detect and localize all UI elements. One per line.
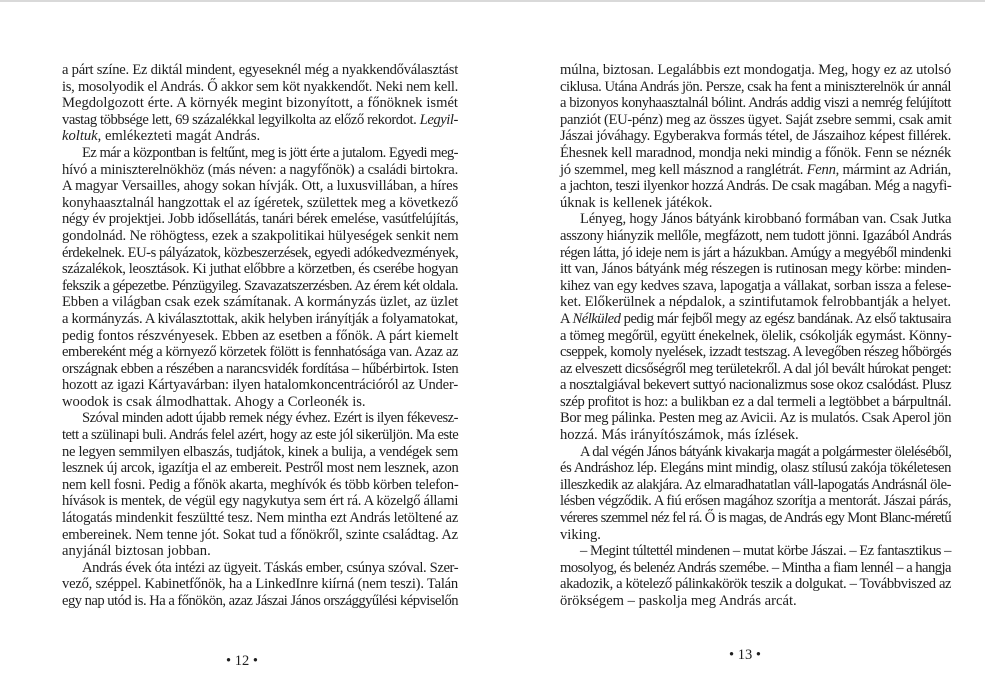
line-text: asszony hiányzik mellőle, megfázott, nem tudott jönni. Igazából András [560, 227, 952, 244]
line-text: lesznek új arcok, igazítja el az embereit. Pestről most nem lesznek, azon [62, 460, 459, 477]
line-text: viking. [560, 526, 601, 543]
text-line [560, 510, 951, 527]
line-text: itt van, János bátyánk még részegen is rutinosan megy körbe: minden- [560, 261, 951, 278]
line-text: A magyar Versailles, ahogy sokan hívják. Ott, a luxusvillában, a híres [62, 178, 458, 195]
line-text: konyhaasztalnál hangzottak el az ígéretek, születtek meg a következő [62, 194, 458, 211]
line-text: hívások is mentek, de végül egy nagykutya sem ért rá. A közelgő állami [62, 493, 459, 510]
line-text: a kormányzás. A kiválasztottak, akik helyben irányítják a folyamatokat, [62, 310, 458, 327]
line-text: illeszkedik az alakjára. Az elmaradhatatlan váll-lapogatás Andrásnál öle- [560, 476, 951, 493]
text-line [560, 195, 951, 212]
text-line [560, 79, 951, 96]
text-line [560, 593, 951, 610]
text-line [62, 112, 458, 129]
text-line [62, 79, 458, 96]
line-text: András évek óta intézi az ügyeit. Táskás ember, csúnya szóval. Szer- [82, 559, 459, 576]
line-text: hozzá. Más irányítószámok, más ízlések. [560, 427, 799, 444]
line-text: ket. Előkerülnek a népdalok, a szintifutamok felrobbantják a helyet. [560, 294, 951, 311]
line-text: Bor meg pálinka. Pesten meg az Avicii. Az is mulatós. Csak Aperol jön [560, 410, 952, 427]
text-line [62, 62, 458, 79]
text-line [560, 311, 951, 328]
text-line [62, 344, 458, 361]
text-line [62, 477, 458, 494]
line-text: mosolyog, és belenéz András szemébe. – Mintha a fiam lennél – a hangja [560, 559, 951, 576]
text-line [560, 294, 951, 311]
text-line [62, 394, 458, 411]
line-text: cseppek, komoly nyelések, izzadt testszag. A levegőben részeg hőbörgés [560, 344, 952, 361]
page-number-left: • 12 • [226, 653, 258, 669]
text-line [560, 145, 951, 162]
line-text: Éhesnek kell maradnod, mondja neki mindig a főnök. Fenn se néznék [560, 144, 951, 161]
line-text: nem kell fosni. Pedig a főnök akarta, meghívók és több körben telefon- [62, 476, 459, 493]
text-line [62, 278, 458, 295]
text-line [560, 527, 951, 544]
text-line [62, 195, 458, 212]
line-text: hozott az igazi Kártyavárban: ilyen hatalomkoncentrációról az Under- [62, 377, 458, 394]
line-text: kihez van egy kedves szava, lapogatja a vállakat, sorban issza a felese- [560, 277, 951, 294]
line-text: pedig fontos részvényesek. Ebben az esetben a főnök. A párt kiemelt [62, 327, 459, 344]
italic-text: Fenn [806, 161, 836, 178]
text-line [560, 328, 951, 345]
text-line [560, 278, 951, 295]
line-text: szép profitot is hoz: a bulikban ez a dal termeli a legtöbbet a bárpultnál. [560, 393, 952, 410]
line-text: anyjánál biztosan jobban. [62, 543, 211, 560]
line-text: Lényeg, hogy János bátyánk kirobbanó formában van. Csak Jutka [580, 211, 952, 228]
text-line [560, 112, 951, 129]
text-line [62, 560, 458, 577]
line-text: , emlékezteti magát András. [97, 128, 261, 145]
left-page-body [62, 62, 458, 610]
line-text: hívó a miniszterelnökhöz (más néven: a nagyfőnök) a családi birtokra. [62, 161, 458, 178]
line-text: az elveszett dicsőségről meg területekről. A dal jól bevált húrokat penget: [560, 360, 952, 377]
line-text: a nosztalgiával bekevert suttyó nacionalizmus sose okoz csalódást. Plusz [560, 377, 952, 394]
line-text: múlna, biztosan. Legalábbis ezt mondogatja. Meg, hogy ez az utolsó [560, 62, 952, 78]
text-line [62, 145, 458, 162]
text-line [62, 427, 458, 444]
line-text: érdekelnek. EU-s pályázatok, közbeszerzések, egyedi adókedvezmények, [62, 244, 459, 261]
text-line [560, 410, 951, 427]
text-line [62, 576, 458, 593]
line-text: gondolnád. Ne röhögtess, ezek a szakpolitikai hülyeségek senkit nem [62, 227, 459, 244]
text-line [62, 178, 458, 195]
line-text: Szóval minden adott újabb remek négy évhez. Ezért is ilyen fékevesz- [82, 410, 458, 427]
text-line [62, 128, 458, 145]
line-text: tett a szülinapi buli. András felel azért, hogy az este jól sikerüljön. Ma este [62, 427, 459, 444]
line-text: embereként még a környező körzetek fölött is fennhatósága van. Azaz az [62, 344, 458, 361]
line-text: régen látta, jó ideje nem is járt a házukban. Amúgy a megyéből mindenki [560, 244, 952, 261]
text-line [560, 427, 951, 444]
line-text: – Megint túltettél mindenen – mutat körbe Jászai. – Ez fantasztikus – [580, 543, 951, 560]
line-text: fekszik a gépezetbe. Pénzügyileg. Szavazatszerzésben. Az érem két oldala. [62, 277, 458, 294]
text-line [62, 311, 458, 328]
text-line [560, 162, 951, 179]
text-line [560, 377, 951, 394]
text-line [560, 344, 951, 361]
text-line [560, 178, 951, 195]
line-text: vastag többsége lett, 69 százalékkal legyilkolta az előző rekordot. [62, 111, 420, 128]
text-line [560, 394, 951, 411]
text-line [62, 294, 458, 311]
line-text: a párt színe. Ez diktál mindent, egyeseknél még a nyakkendőválasztást [62, 62, 458, 78]
line-text: pedig már fejből megy az egész bandának. Az első taktusaira [620, 310, 952, 327]
line-text: , mármint az Adrián, [835, 161, 952, 178]
line-text: látogatás mindenkit feszültté tesz. Nem mintha ezt András letöltené az [62, 510, 459, 527]
line-text: akadozik, a kötelező pálinkakörök teszik a dolgukat. – Továbbviszed az [560, 576, 952, 593]
line-text: embereinek. Nem tenne jót. Sokat tud a főnökről, szinte családtag. Az [62, 526, 458, 543]
text-line [62, 444, 458, 461]
text-line [62, 261, 458, 278]
line-text: százalékok, leosztások. Ki juthat előbbre a körzetben, és cserébe hogyan [62, 261, 459, 278]
text-line [560, 62, 951, 79]
text-line [560, 245, 951, 262]
text-line [560, 493, 951, 510]
italic-text: Nélküled [572, 310, 621, 327]
line-text: jó szemmel, meg kell másznod a ranglétrát. [560, 161, 807, 178]
line-text: Megdolgozott érte. A környék megint bizonyított, a főnöknek ismét [62, 95, 458, 112]
text-line [560, 228, 951, 245]
text-line [560, 444, 951, 461]
line-text: a tömeg megőrül, együtt énekelnek, ölelik, csókolják egymást. Könny- [560, 327, 952, 344]
line-text: Ez már a központban is feltűnt, meg is jött érte a jutalom. Egyedi meg- [82, 144, 458, 161]
text-line [560, 128, 951, 145]
line-text: Jászai jóváhagy. Egyberakva formás tétel, de Jászaihoz képest fillérek. [560, 128, 951, 145]
line-text: panziót (EU-pénz) meg az összes ügyet. Saját zsebre semmi, csak amit [560, 111, 952, 128]
line-text: A dal végén János bátyánk kivakarja magát a polgármester öleléséből, [580, 443, 952, 460]
text-line [560, 361, 951, 378]
top-border [0, 0, 985, 2]
italic-text: koltuk [62, 128, 98, 145]
line-text: és Andráshoz lép. Elegáns mint mindig, olasz stílusú zakója tökéletesen [560, 460, 951, 477]
text-line [62, 527, 458, 544]
line-text: lésben végződik. A fiú erősen magához szorítja a mentorát. Jászai párás, [560, 493, 952, 510]
text-line [560, 543, 951, 560]
text-line [62, 361, 458, 378]
text-line [560, 211, 951, 228]
text-line [62, 410, 458, 427]
line-text: négy év projektjei. Jobb idősellátás, tanári bérek emelése, vasútfelújítás, [62, 211, 459, 228]
line-text: is, mosolyodik el András. Ő akkor sem köt nyakkendőt. Neki nem kell. [62, 78, 458, 95]
text-line [62, 95, 458, 112]
line-text: woodok is csak álmodhattak. Ahogy a Corleonék is. [62, 393, 366, 410]
text-line [560, 560, 951, 577]
line-text: örökségem – paskolja meg András arcát. [560, 593, 797, 609]
text-line [62, 228, 458, 245]
line-text: egy nap utód is. Ha a főnökön, azaz Jászai János országgyűlési képviselőn [62, 593, 459, 609]
line-text: a bizonyos konyhaasztalnál bólint. András addig viszi a nemrég felújított [560, 95, 951, 112]
text-line [560, 460, 951, 477]
text-line [62, 245, 458, 262]
text-line [560, 576, 951, 593]
text-line [62, 377, 458, 394]
line-text: A [560, 310, 573, 327]
line-text: ciklusa. Utána András jön. Persze, csak ha fent a miniszterelnök úr annál [560, 78, 951, 95]
text-line [62, 460, 458, 477]
italic-text: Legyil- [419, 111, 458, 128]
page-number-right: • 13 • [729, 647, 761, 663]
line-text: úknak is kellenek játékok. [560, 194, 713, 211]
text-line [62, 162, 458, 179]
line-text: ne legyen semmilyen elbaszás, tudjátok, kinek a bulija, a vendégek sem [62, 443, 458, 460]
line-text: véreres szemmel néz fel rá. Ő is magas, de András egy Mont Blanc-méretű [560, 510, 951, 527]
text-line [62, 211, 458, 228]
text-line [62, 328, 458, 345]
right-page-body [560, 62, 951, 610]
text-line [62, 593, 458, 610]
line-text: országnak ebben a részében a narancsvidék fordítása – hűbérbirtok. Isten [62, 360, 459, 377]
text-line [62, 493, 458, 510]
text-line [560, 95, 951, 112]
line-text: a jachton, teszi ilyenkor hozzá András. De csak magában. Még a nagyfi- [560, 178, 952, 195]
text-line [62, 543, 458, 560]
text-line [560, 477, 951, 494]
text-line [560, 261, 951, 278]
line-text: Ebben a világban csak ezek számítanak. A kormányzás üzlet, az üzlet [62, 294, 459, 311]
line-text: vező, széppel. Kabinetfőnök, ha a LinkedInre kiírná (nem teszi). Talán [62, 576, 458, 593]
text-line [62, 510, 458, 527]
